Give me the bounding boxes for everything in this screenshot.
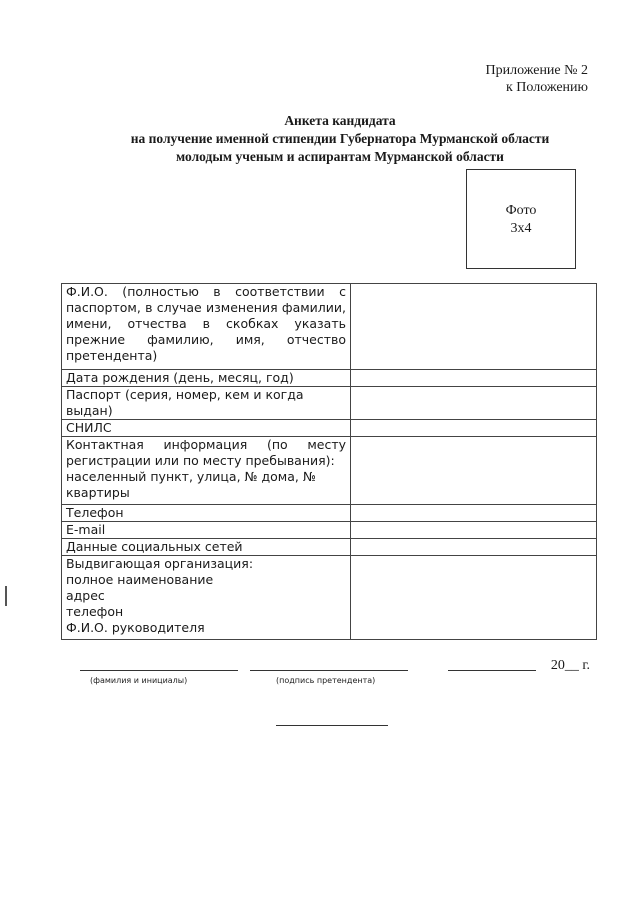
name-caption: (фамилия и инициалы): [90, 676, 188, 685]
date-year: 20__ г.: [550, 658, 590, 673]
signature-block: [80, 658, 590, 688]
row-label-passport: Паспорт (серия, номер, кем и когда выдан): [62, 387, 351, 420]
candidate-form-table: [61, 283, 597, 640]
row-label-email: E-mail: [62, 522, 351, 539]
row-label-organization: [62, 556, 351, 640]
title-line-1: Анкета кандидата: [284, 113, 396, 128]
table-row: [62, 437, 597, 505]
closing-divider: [276, 725, 388, 726]
appendix-number: Приложение № 2: [485, 63, 588, 78]
field-fio[interactable]: [351, 284, 597, 370]
table-row: [62, 370, 597, 387]
table-row: [62, 539, 597, 556]
organization-sub-name: полное наименование: [66, 572, 214, 587]
table-row: [62, 284, 597, 370]
row-label-social: Данные социальных сетей: [62, 539, 351, 556]
organization-sub-address: адрес: [66, 588, 105, 603]
field-email[interactable]: [351, 522, 597, 539]
field-phone[interactable]: [351, 505, 597, 522]
field-organization[interactable]: [351, 556, 597, 640]
row-label-fio: Ф.И.О. (полностью в соответствии с паспортом, в случае изменения фамилии, имени, отчества в скобках указать прежние фамилию, имя, отчество претендента): [62, 284, 351, 370]
field-passport[interactable]: [351, 387, 597, 420]
photo-placeholder: [466, 169, 576, 269]
row-label-contacts: [62, 437, 351, 505]
title-line-2: на получение именной стипендии Губернатора Мурманской области: [130, 131, 550, 146]
photo-label: Фото: [505, 203, 537, 218]
organization-sub-head: Ф.И.О. руководителя: [66, 620, 205, 635]
signature-line[interactable]: [250, 670, 408, 671]
date-line[interactable]: [448, 670, 536, 671]
margin-mark: [5, 586, 7, 606]
document-title: [100, 112, 580, 166]
contacts-sublabel: населенный пункт, улица, № дома, № квартиры: [66, 469, 316, 500]
row-label-phone: Телефон: [62, 505, 351, 522]
appendix-reference: к Положению: [505, 80, 588, 95]
contacts-label: Контактная информация (по месту регистрации или по месту пребывания):: [66, 437, 346, 468]
table-row: [62, 387, 597, 420]
row-label-snils: СНИЛС: [62, 420, 351, 437]
field-birthdate[interactable]: [351, 370, 597, 387]
table-row: [62, 522, 597, 539]
appendix-header: [486, 62, 589, 96]
field-contacts[interactable]: [351, 437, 597, 505]
photo-size: 3x4: [510, 221, 532, 236]
row-label-birthdate: Дата рождения (день, месяц, год): [62, 370, 351, 387]
field-social[interactable]: [351, 539, 597, 556]
table-row: [62, 420, 597, 437]
signature-caption: (подпись претендента): [276, 676, 376, 685]
field-snils[interactable]: [351, 420, 597, 437]
name-signature-line[interactable]: [80, 670, 238, 671]
organization-sub-phone: телефон: [66, 604, 124, 619]
table-row: [62, 505, 597, 522]
organization-label: Выдвигающая организация:: [66, 556, 254, 571]
title-line-3: молодым ученым и аспирантам Мурманской области: [176, 149, 504, 164]
table-row: [62, 556, 597, 640]
